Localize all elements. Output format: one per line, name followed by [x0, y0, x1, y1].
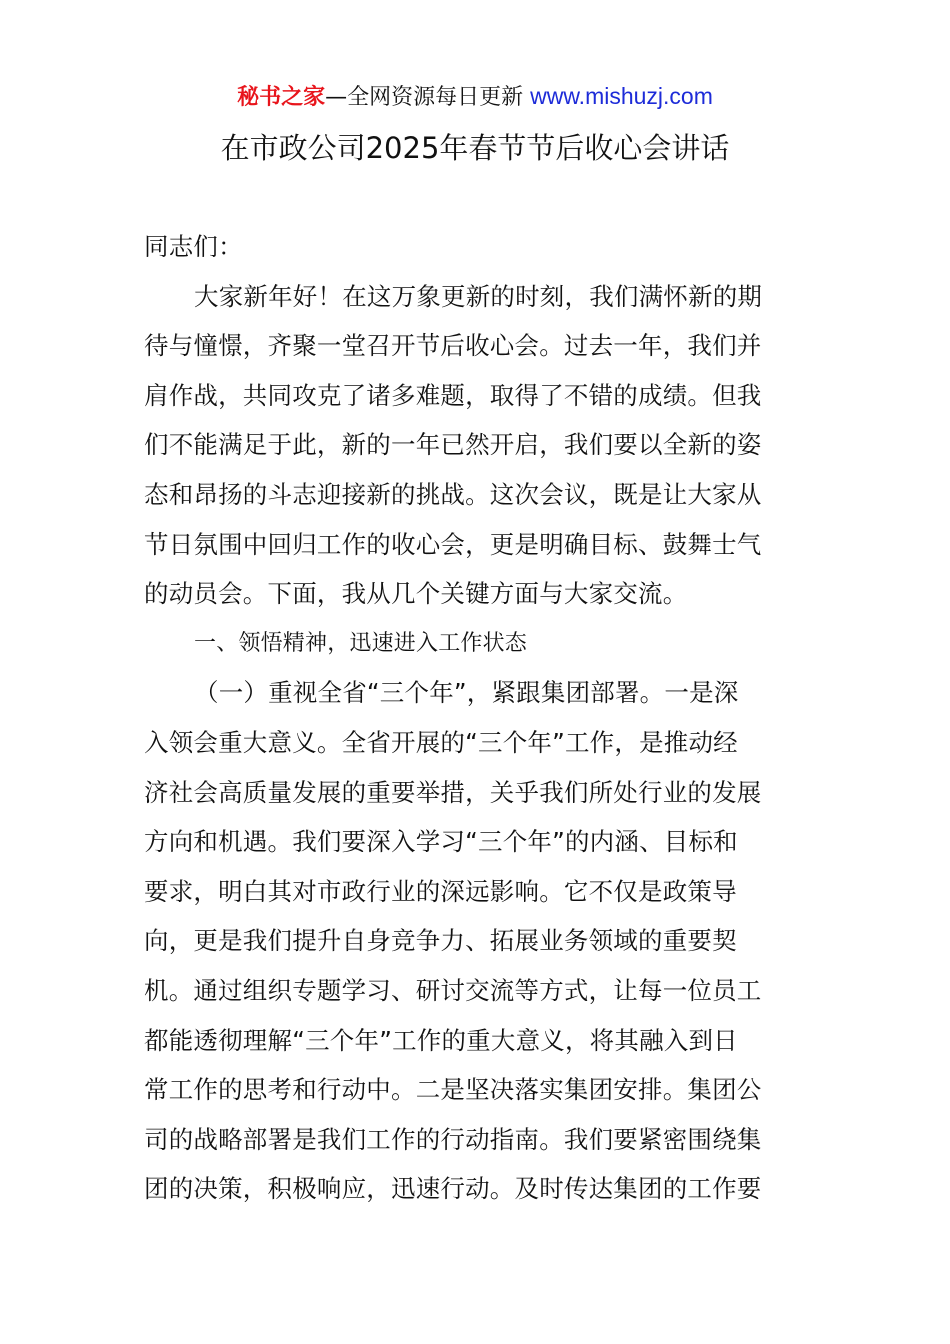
paragraph-line: 常工作的思考和行动中。二是坚决落实集团安排。集团公: [144, 1075, 762, 1105]
paragraph-line: 肩作战，共同攻克了诸多难题，取得了不错的成绩。但我: [144, 380, 762, 410]
paragraph-line: 济社会高质量发展的重要举措，关乎我们所处行业的发展: [144, 777, 762, 807]
paragraph-line: 机。通过组织专题学习、研讨交流等方式，让每一位员工: [144, 975, 762, 1005]
paragraph-line: 方向和机遇。我们要深入学习“三个年”的内涵、目标和: [144, 827, 738, 857]
document-body: [144, 222, 809, 1214]
paragraph-line: 要求，明白其对市政行业的深远影响。它不仅是政策导: [144, 876, 737, 906]
paragraph-line: 们不能满足于此，新的一年已然开启，我们要以全新的姿: [144, 430, 762, 460]
paragraph-line: 态和昂扬的斗志迎接新的挑战。这次会议，既是让大家从: [144, 479, 762, 509]
paragraph-line: 团的决策，积极响应，迅速行动。及时传达集团的工作要: [144, 1174, 762, 1204]
site-url-link[interactable]: www.mishuzj.com: [530, 83, 713, 109]
paragraph-line: 司的战略部署是我们工作的行动指南。我们要紧密围绕集: [144, 1124, 762, 1154]
paragraph-line: 大家新年好！在这万象更新的时刻，我们满怀新的期: [194, 281, 763, 311]
document-title: 在市政公司2025年春节节后收心会讲话: [220, 131, 730, 165]
site-tagline: —全网资源每日更新: [325, 85, 524, 110]
paragraph-line: 的动员会。下面，我从几个关键方面与大家交流。: [144, 579, 688, 609]
paragraph-line: 都能透彻理解“三个年”工作的重大意义，将其融入到日: [144, 1025, 738, 1055]
site-header: [0, 80, 950, 114]
paragraph-line: （一）重视全省“三个年”，紧跟集团部署。一是深: [194, 678, 739, 708]
paragraph-line: 向，更是我们提升自身竞争力、拓展业务领域的重要契: [144, 926, 737, 956]
section-heading: 一、领悟精神，迅速进入工作状态: [194, 630, 528, 656]
paragraph-line: 待与憧憬，齐聚一堂召开节后收心会。过去一年，我们并: [144, 331, 762, 361]
salutation: 同志们：: [144, 232, 243, 261]
paragraph-line: 节日氛围中回归工作的收心会，更是明确目标、鼓舞士气: [144, 529, 762, 559]
paragraph-line: 入领会重大意义。全省开展的“三个年”工作，是推动经: [144, 727, 738, 757]
site-brand: 秘书之家: [237, 85, 326, 110]
